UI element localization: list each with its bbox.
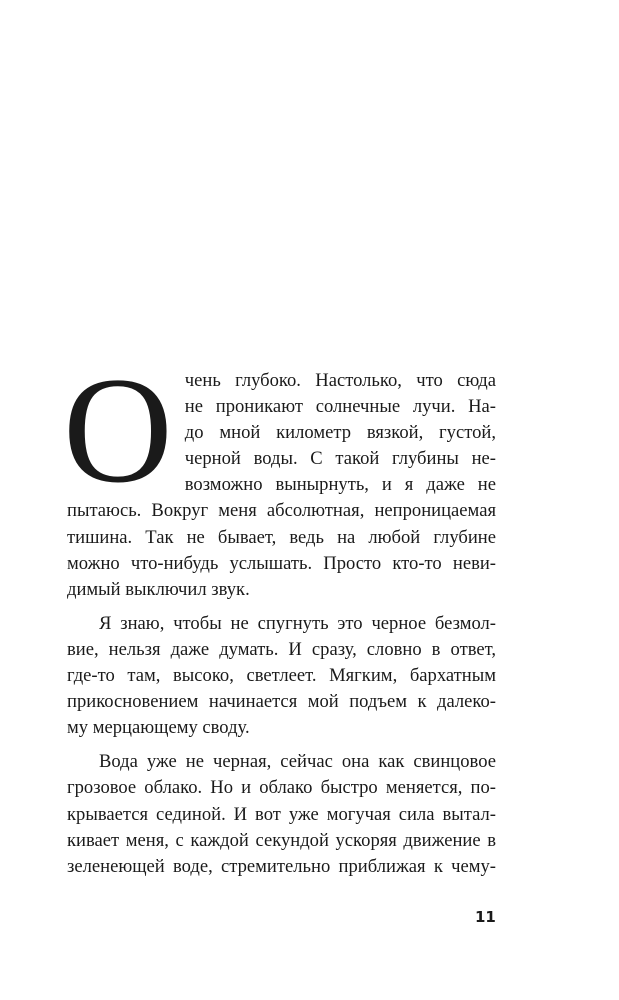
text-line: кивает меня, с каждой секундой ускоряя движение в: [67, 829, 496, 851]
text-line: до мной километр вязкой, густой,: [184, 422, 496, 444]
text-line: тишина. Так не бывает, ведь на любой глубине: [67, 526, 496, 548]
body-text: [63, 346, 496, 880]
text-line: му мерцающему своду.: [67, 717, 250, 739]
text-line: зеленеющей воде, стремительно приближая к чему-: [67, 855, 496, 877]
text-line: Я знаю, чтобы не спугнуть это черное безмол-: [99, 612, 496, 634]
page-number: 11: [475, 908, 496, 926]
text-line: черной воды. С такой глубины не-: [184, 448, 496, 470]
text-line: вие, нельзя даже думать. И сразу, словно в ответ,: [67, 638, 496, 660]
text-line: крывается сединой. И вот уже могучая сила вытал-: [67, 803, 496, 825]
text-line: чень глубоко. Настолько, что сюда: [184, 370, 496, 391]
paragraph-2: [67, 611, 496, 741]
text-line: возможно вынырнуть, и я даже не: [184, 474, 496, 496]
text-line: можно что-нибудь услышать. Просто кто-то неви-: [67, 552, 496, 574]
text-line: прикосновением начинается мой подъем к далеко-: [67, 691, 496, 713]
text-line: не проникают солнечные лучи. На-: [184, 396, 496, 418]
text-line: пытаюсь. Вокруг меня абсолютная, непроницаемая: [67, 500, 496, 522]
text-line: Вода уже не черная, сейчас она как свинцовое: [99, 751, 496, 773]
text-line: димый выключил звук.: [67, 578, 250, 600]
drop-cap-letter: О: [63, 346, 173, 514]
paragraph-1: [63, 346, 496, 603]
paragraph-3: [67, 749, 496, 879]
text-line: где-то там, высоко, светлеет. Мягким, бархатным: [67, 665, 496, 687]
text-line: грозовое облако. Но и облако быстро меняется, по-: [67, 777, 496, 799]
